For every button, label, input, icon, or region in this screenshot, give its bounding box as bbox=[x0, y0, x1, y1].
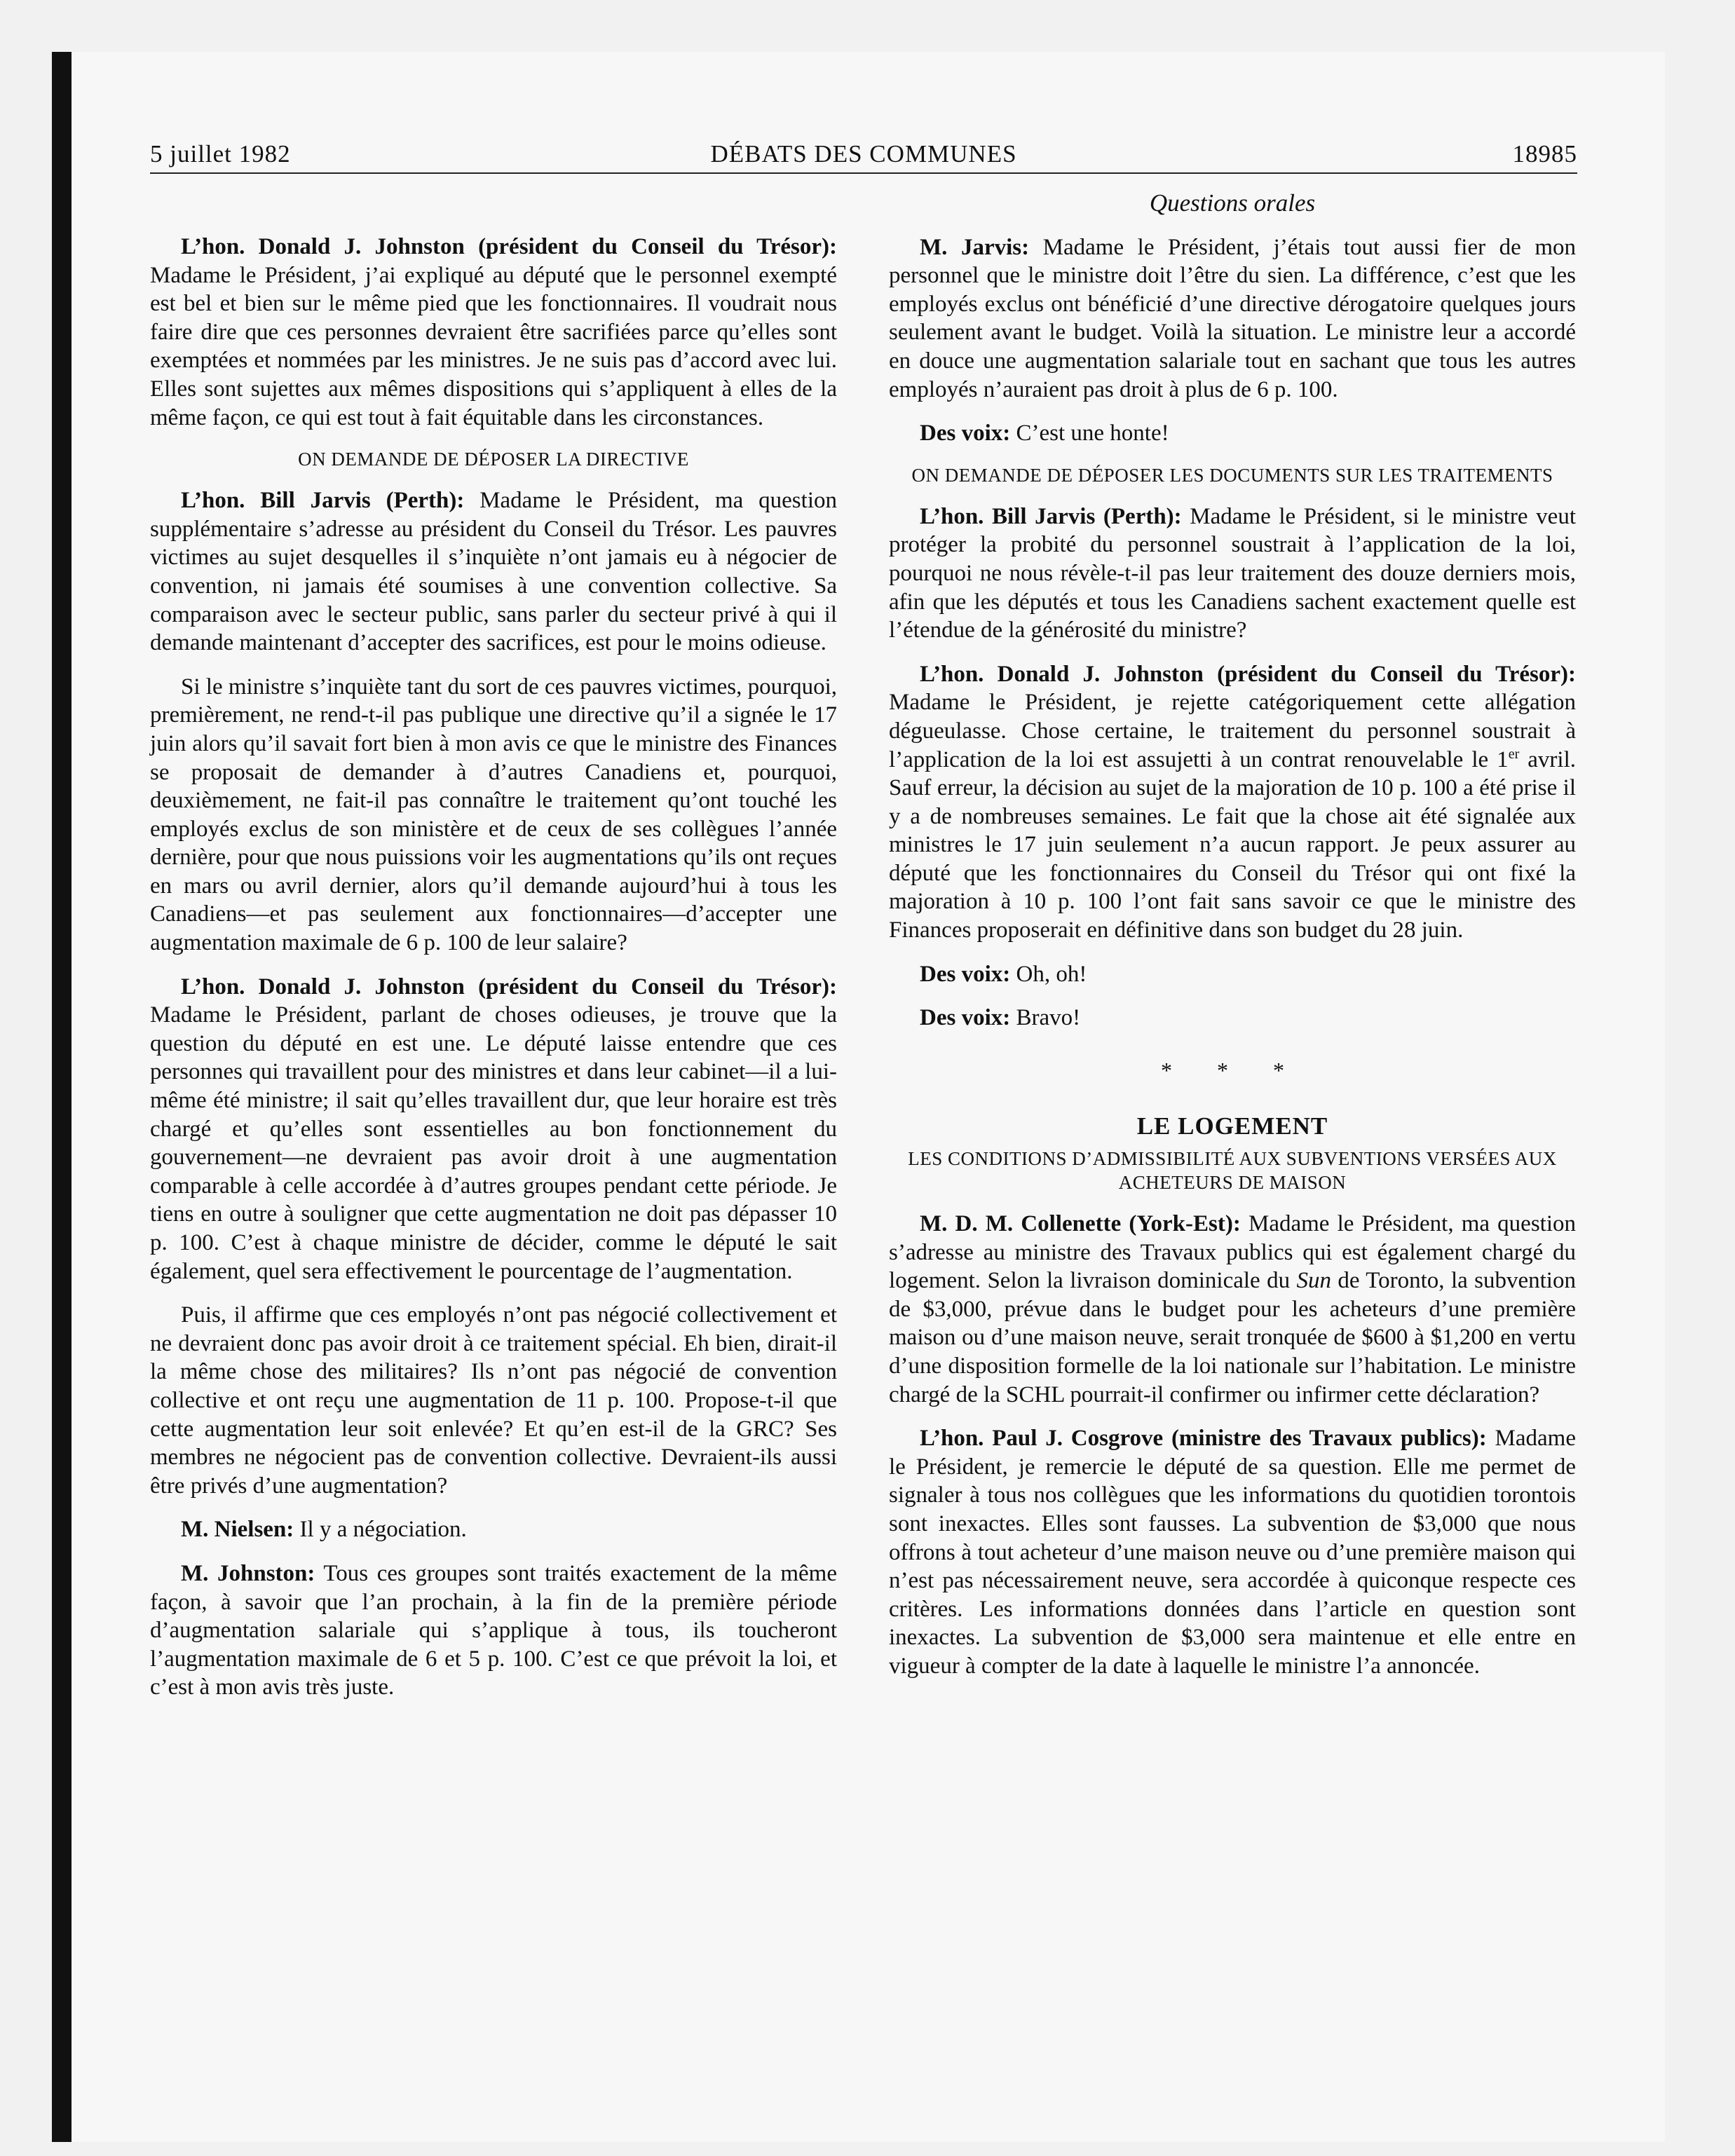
paragraph bbox=[150, 1560, 837, 1702]
speech: Il y a négociation. bbox=[294, 1517, 467, 1543]
subheading: ON DEMANDE DE DÉPOSER LES DOCUMENTS SUR LES TRAITEMENTS bbox=[911, 464, 1553, 486]
speaker: M. Nielsen: bbox=[181, 1517, 294, 1543]
paragraph bbox=[150, 486, 837, 657]
speech: Madame le Président, j’étais tout aussi fier de mon personnel que le ministre doit l’être du sien. La différence, c’est que les employés exclus ont bénéficié d’une directive dérogatoire quelques jours seulement avant le budget. Voilà la situation. Le ministre leur a accordé en douce une augmentation salariale tout en sachant que tous les autres employés n’auraient pas droit à plus de 6 p. 100. bbox=[889, 234, 1576, 402]
speaker: L’hon. Bill Jarvis (Perth): bbox=[920, 503, 1182, 529]
speaker: Des voix: bbox=[920, 421, 1011, 446]
speech: Oh, oh! bbox=[1010, 961, 1087, 987]
speaker: L’hon. Donald J. Johnston (président du Conseil du Trésor): bbox=[181, 234, 837, 259]
section-label: Questions orales bbox=[1149, 189, 1316, 217]
speech: C’est une honte! bbox=[1010, 421, 1169, 446]
superscript: er bbox=[1508, 746, 1520, 762]
speech: Bravo! bbox=[1010, 1005, 1081, 1031]
speech: Madame le Président, je remercie le député de sa question. Elle me permet de signaler à tous nos collègues que les informations du quotidien torontois sont inexactes. Elles sont fausses. La subvention de $3,000 que nous offrons à tout acheteur d’une maison neuve ou d’une première maison qui n’est pas nécessairement neuve, sera accordée à quiconque respecte ces critères. Les informations données dans l’article en question sont inexactes. La subvention de $3,000 sera maintenue et elle entre en vigueur à compter de la date à laquelle le ministre l’a annoncée. bbox=[889, 1426, 1576, 1679]
speaker: Des voix: bbox=[920, 1005, 1011, 1031]
paragraph bbox=[889, 1004, 1576, 1032]
speech: Tous ces groupes sont traités exactement de la même façon, à savoir que l’an prochain, à la fin de la première période d’augmentation salariale qui s’applique à tous, ils toucheront l’augmentation maximale de 6 et 5 p. 100. C’est ce que prévoit la loi, et c’est à mon avis très juste. bbox=[150, 1560, 837, 1700]
speech: Madame le Président, parlant de choses odieuses, je trouve que la question du député en est une. Le député laisse entendre que ces personnes qui travaillent pour des ministres et dans leur cabinet—il a lui-même été ministre; il sait qu’elles travaillent dur, que leur horaire est très chargé et qu’elles sont essentielles au bon fonctionnement du gouvernement—ne devraient pas avoir droit à une augmentation comparable à celle accordée à d’autres groupes pendant cette période. Je tiens en outre à souligner que cette augmentation ne doit pas dépasser 10 p. 100. C’est à chaque ministre de décider, comme le député le sait également, quel sera effectivement le pourcentage de l’augmentation. bbox=[150, 1002, 837, 1284]
scan-edge bbox=[52, 52, 72, 2142]
paragraph bbox=[150, 973, 837, 1286]
page-number: 18985 bbox=[1512, 140, 1577, 168]
speaker: M. Jarvis: bbox=[920, 234, 1030, 260]
paragraph bbox=[889, 960, 1576, 989]
speech: de Toronto, la subvention de $3,000, prévue dans le budget pour les acheteurs d’une première maison ou d’une maison neuve, serait tronquée de $600 à $1,200 en vertu d’une disposition formelle de la loi nationale sur l’habitation. Le ministre chargé de la SCHL pourrait-il confirmer ou infirmer cette déclaration? bbox=[889, 1268, 1576, 1407]
header-date: 5 juillet 1982 bbox=[150, 140, 291, 168]
section-separator: * * * bbox=[1161, 1057, 1304, 1083]
left-column bbox=[150, 189, 837, 1717]
paragraph bbox=[889, 660, 1576, 945]
paragraph bbox=[889, 1424, 1576, 1680]
speaker: L’hon. Paul J. Cosgrove (ministre des Travaux publics): bbox=[920, 1426, 1487, 1452]
speech: Madame le Président, si le ministre veut protéger la probité du personnel soustrait à l’application de la loi, pourquoi ne nous révèle-t-il pas leur traitement des douze derniers mois, afin que les députés et tous les Canadiens sachent exactement quelle est l’étendue de la générosité du ministre? bbox=[889, 503, 1576, 643]
page-header bbox=[150, 140, 1577, 174]
newspaper-name: Sun bbox=[1296, 1268, 1331, 1294]
section-title: LE LOGEMENT bbox=[1136, 1112, 1328, 1140]
paragraph bbox=[889, 419, 1576, 448]
speech: Madame le Président, ma question supplémentaire s’adresse au président du Conseil du Trésor. Les pauvres victimes au sujet desquelles il s’inquiète n’ont jamais eu à négocier de convention, ni jamais été soumises à une convention collective. Sa comparaison avec le secteur public, sans parler du secteur privé à qui il demande maintenant d’accepter des sacrifices, est pour le moins odieuse. bbox=[150, 488, 837, 656]
subheading: LES CONDITIONS D’ADMISSIBILITÉ AUX SUBVENTIONS VERSÉES AUX ACHETEURS DE MAISON bbox=[908, 1148, 1557, 1194]
speaker: M. D. M. Collenette (York-Est): bbox=[920, 1211, 1241, 1237]
paragraph bbox=[889, 1210, 1576, 1409]
speaker: M. Johnston: bbox=[181, 1560, 315, 1586]
speaker: L’hon. Bill Jarvis (Perth): bbox=[181, 488, 465, 514]
paragraph: Si le ministre s’inquiète tant du sort de ces pauvres victimes, pourquoi, premièrement, ne rend-t-il pas publique une directive qu’il a signée le 17 juin alors qu’il savait fort bien à mon avis ce que le ministre des Finances se proposait de demander à d’autres Canadiens et, pourquoi, deuxièmement, ne fait-il pas connaître le traitement qu’ont touché les employés exclus de son ministère et de ceux de ses collègues l’année dernière, pour que nous puissions voir les augmentations qu’ils ont reçues en mars ou avril dernier, alors qu’il demande aujourd’hui à tous les Canadiens—et pas seulement aux fonctionnaires—d’accepter une augmentation maximale de 6 p. 100 de leur salaire? bbox=[150, 674, 837, 956]
speaker: L’hon. Donald J. Johnston (président du Conseil du Trésor): bbox=[181, 974, 837, 999]
header-title: DÉBATS DES COMMUNES bbox=[710, 140, 1017, 168]
paragraph: Puis, il affirme que ces employés n’ont pas négocié collectivement et ne devraient donc pas avoir droit à ce traitement spécial. Eh bien, dirait-il la même chose des militaires? Ils n’ont pas négocié de convention collective et ont reçu une augmentation de 11 p. 100. Propose-t-il que cette augmentation leur soit enlevée? Et qu’en est-il de la GRC? Ses membres ne négocient pas de convention collective. Devraient-ils aussi être privés d’une augmentation? bbox=[150, 1302, 837, 1499]
paragraph bbox=[150, 1515, 837, 1544]
paragraph bbox=[150, 233, 837, 432]
speech: Madame le Président, je rejette catégoriquement cette allégation dégueulasse. Chose certaine, le traitement du personnel soustrait à l’application de la loi est assujetti à un contrat renouvelable le 1 bbox=[889, 690, 1576, 772]
right-column bbox=[889, 189, 1576, 1696]
speaker: Des voix: bbox=[920, 961, 1011, 987]
speech: Madame le Président, j’ai expliqué au député que le personnel exempté est bel et bien sur le même pied que les fonctionnaires. Il voudrait nous faire dire que ces personnes devraient être sacrifiées parce qu’elles sont exemptées et nommées par les ministres. Je ne suis pas d’accord avec lui. Elles sont sujettes aux mêmes dispositions qui s’appliquent à elles de la même façon, ce qui est tout à fait équitable dans les circonstances. bbox=[150, 262, 837, 430]
subheading: ON DEMANDE DE DÉPOSER LA DIRECTIVE bbox=[298, 449, 689, 470]
paragraph bbox=[889, 233, 1576, 404]
speech: avril. Sauf erreur, la décision au sujet de la majoration de 10 p. 100 a été prise il y a de nombreuses semaines. Le fait que la chose ait été signalée aux ministres le 17 juin seulement n’a aucun rapport. Je peux assurer au député que les fonctionnaires du Conseil du Trésor qui ont fixé la majoration à 10 p. 100 l’ont fait sans savoir ce que le ministre des Finances proposerait en définitive dans son budget du 28 juin. bbox=[889, 746, 1576, 943]
paragraph bbox=[889, 503, 1576, 645]
speech: Madame le Président, ma question s’adresse au ministre des Travaux publics qui est également chargé du logement. Selon la livraison dominicale du bbox=[889, 1211, 1576, 1294]
speaker: L’hon. Donald J. Johnston (président du Conseil du Trésor): bbox=[920, 661, 1576, 687]
